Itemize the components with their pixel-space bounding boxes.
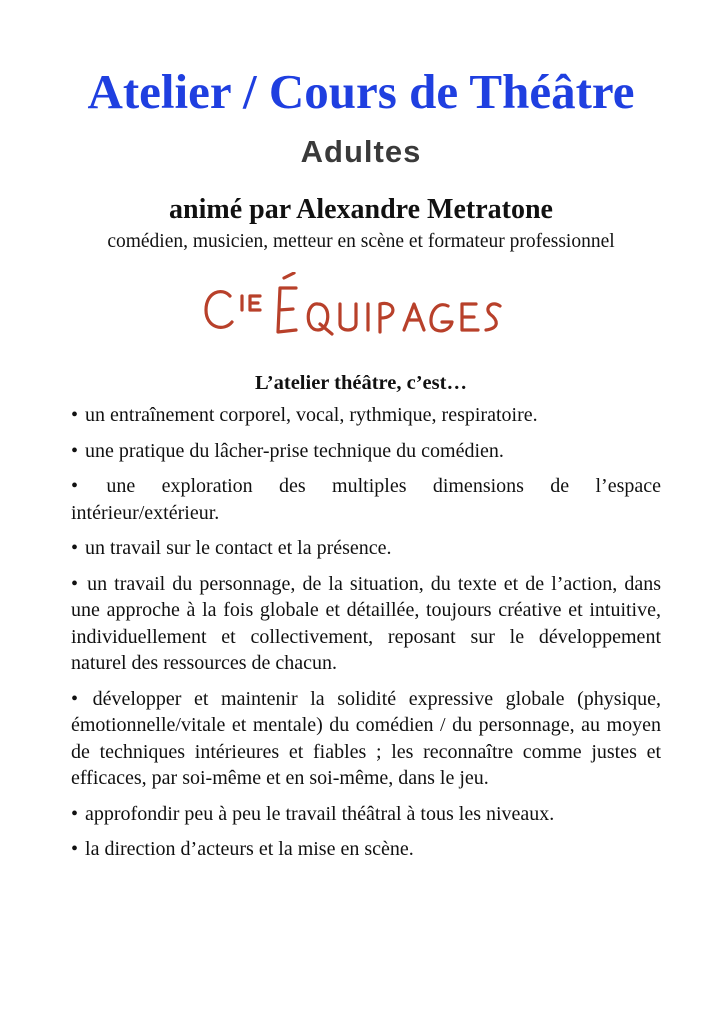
list-item-text: un travail du personnage, de la situation, du texte et de l’action, dans une approche à la fois globale et détaillée, toujours créative et intuitive, individuellement et collectivement, reposant sur le développement naturel des ressources de chacun. bbox=[71, 572, 662, 674]
page-title: Atelier / Cours de Théâtre bbox=[87, 64, 635, 119]
bullet-icon: • bbox=[71, 404, 79, 426]
list-item-text: un travail sur le contact et la présence. bbox=[85, 537, 392, 559]
intro-heading: L’atelier théâtre, c’est… bbox=[255, 372, 467, 394]
bullet-icon: • bbox=[71, 537, 79, 559]
list-item bbox=[71, 535, 661, 562]
list-item bbox=[71, 402, 661, 429]
animator-description: comédien, musicien, metteur en scène et formateur professionnel bbox=[107, 231, 615, 252]
bullet-icon: • bbox=[71, 572, 79, 595]
bullet-icon: • bbox=[71, 439, 79, 462]
list-item bbox=[71, 686, 661, 792]
bullet-icon: • bbox=[71, 802, 79, 825]
list-item-text: la direction d’acteurs et la mise en scène. bbox=[85, 838, 414, 860]
list-item-text: un entraînement corporel, vocal, rythmique, respiratoire. bbox=[85, 404, 538, 426]
list-item bbox=[71, 836, 661, 863]
list-item-text: développer et maintenir la solidité expressive globale (physique, émotionnelle/vitale et mentale) du comédien / du personnage, au moyen de techniques intérieures et fiables ; les reconnaître comme justes et efficaces, par soi-même et en soi-même, dans le jeu. bbox=[71, 687, 661, 789]
list-item bbox=[71, 473, 661, 526]
audience-subtitle: Adultes bbox=[300, 134, 422, 169]
list-item-text: une exploration des multiples dimensions de l’espace intérieur/extérieur. bbox=[71, 475, 662, 524]
features-list bbox=[71, 402, 661, 872]
bullet-icon: • bbox=[71, 838, 79, 860]
list-item bbox=[71, 438, 661, 465]
list-item bbox=[71, 571, 661, 677]
bullet-icon: • bbox=[71, 475, 79, 497]
animator-line: animé par Alexandre Metratone bbox=[169, 194, 553, 225]
list-item bbox=[71, 801, 661, 828]
list-item-text: une pratique du lâcher-prise technique du comédien. bbox=[85, 439, 504, 462]
bullet-icon: • bbox=[71, 687, 79, 710]
list-item-text: approfondir peu à peu le travail théâtral à tous les niveaux. bbox=[85, 802, 555, 825]
company-logo bbox=[200, 272, 522, 342]
